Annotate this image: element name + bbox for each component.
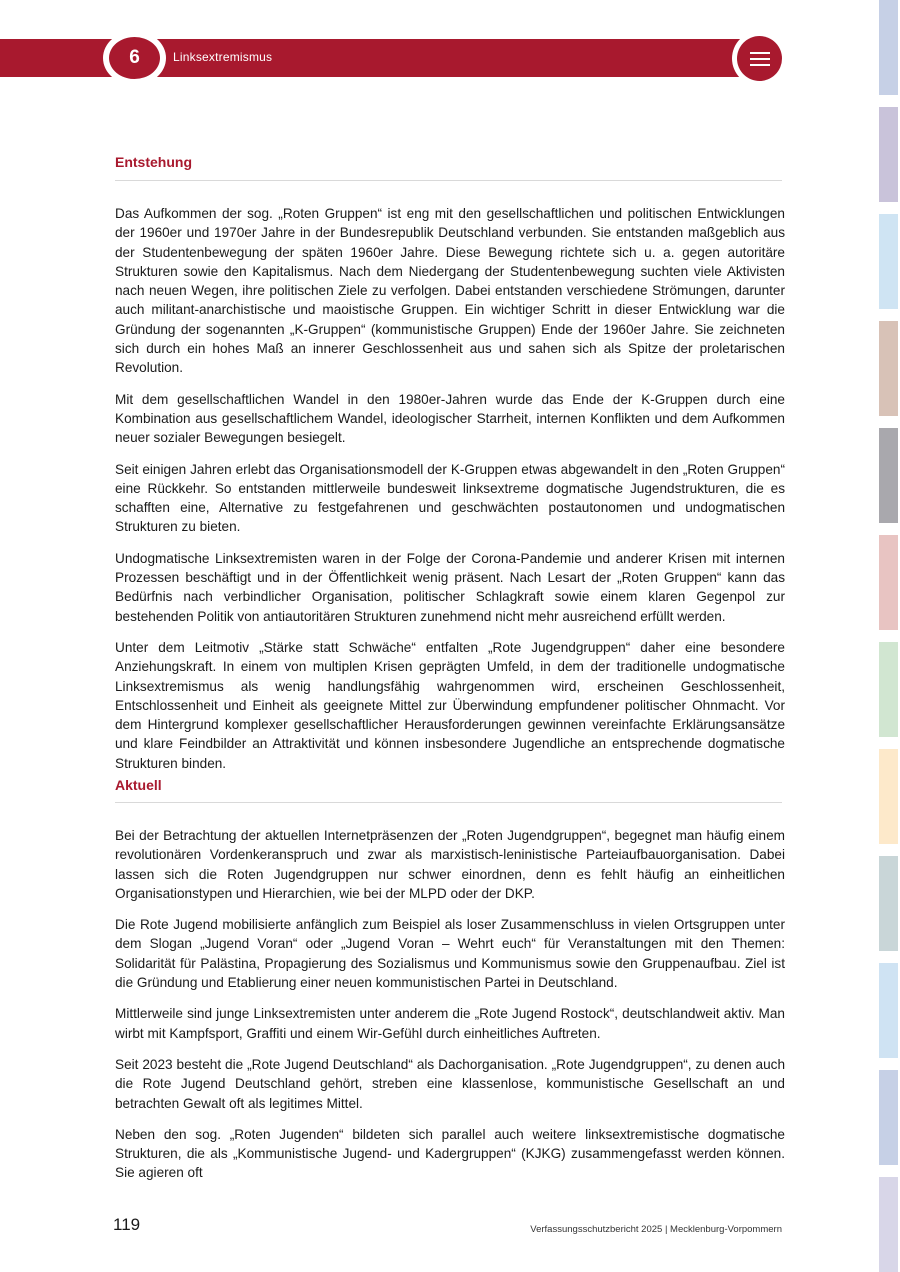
section-divider	[115, 180, 782, 181]
paragraph: Unter dem Leitmotiv „Stärke statt Schwäche“ entfalten „Rote Jugendgruppen“ daher eine besondere Anziehungskraft. In einem von multiplen Krisen geprägten Umfeld, in dem der traditionelle undogmatische Linksextremismus als wenig handlungsfähig wahrgenommen wird, erscheinen Geschlossenheit, Entschlossenheit und Einheit als geeignete Mittel zur Überwindung empfundener politischer Ohnmacht. Vor dem Hintergrund komplexer gesellschaftlicher Herausforderungen gewinnen vereinfachte Erklärungsansätze und klare Feindbilder an Attraktivität und können insbesondere Jugendliche an entsprechende dogmatische Strukturen binden.	[115, 639, 785, 771]
chapter-tab[interactable]	[879, 963, 898, 1058]
publication-footer: Verfassungsschutzbericht 2025 | Mecklenburg-Vorpommern	[530, 1224, 782, 1235]
chapter-tab[interactable]	[879, 428, 898, 523]
chapter-tab[interactable]	[879, 856, 898, 951]
paragraph: Mit dem gesellschaftlichen Wandel in den 1980er-Jahren wurde das Ende der K-Gruppen durch eine Kombination aus gesellschaftlichem Wandel, ideologischer Starrheit, internen Konflikten und dem Aufkommen neuer sozialer Bewegungen besiegelt.	[115, 391, 785, 446]
paragraph: Neben den sog. „Roten Jugenden“ bildeten sich parallel auch weitere linksextremistische dogmatische Strukturen, die als „Kommunistische Jugend- und Kadergruppen“ (KJKG) zusammengefasst werden können. Sie agieren oft	[115, 1126, 785, 1181]
paragraph: Seit einigen Jahren erlebt das Organisationsmodell der K-Gruppen etwas abgewandelt in den „Roten Gruppen“ eine Rückkehr. So entstanden mittlerweile bundesweit linksextreme dogmatische Jugendstrukturen, die es schafften eine, Alternative zu festgefahrenen und geschwächten postautonomen und undogmatischen Strukturen zu bieten.	[115, 461, 785, 535]
section-heading-aktuell: Aktuell	[115, 777, 162, 793]
section-divider	[115, 802, 782, 803]
section-body-aktuell	[115, 826, 785, 1195]
paragraph: Bei der Betrachtung der aktuellen Internetpräsenzen der „Roten Jugendgruppen“, begegnet man häufig einem revolutionären Vordenkeranspruch und zwar als marxistisch-leninistische Parteiaufbauorganisation. Dabei lassen sich die Roten Jugendgruppen nur schwer einordnen, denn es fehlt häufig an einheitlichen Organisationstypen und Hierarchien, wie bei der MLPD oder der DKP.	[115, 828, 785, 901]
chapter-tab[interactable]	[879, 321, 898, 416]
menu-button[interactable]	[737, 36, 782, 81]
chapter-tab[interactable]	[879, 535, 898, 630]
paragraph: Mittlerweile sind junge Linksextremisten unter anderem die „Rote Jugend Rostock“, deutschlandweit aktiv. Man wirbt mit Kampfsport, Graffiti und einem Wir-Gefühl durch einheitliches Auftreten.	[115, 1006, 785, 1041]
section-heading-entstehung: Entstehung	[115, 154, 192, 170]
chapter-tab[interactable]	[879, 749, 898, 844]
paragraph: Die Rote Jugend mobilisierte anfänglich zum Beispiel als loser Zusammenschluss in vielen Ortsgruppen unter dem Slogan „Jugend Voran“ oder „Jugend Voran – Wehrt euch“ für Veranstaltungen mit den Themen: Solidarität für Palästina, Propagierung des Sozialismus und Kommunismus sowie den Gruppenaufbau. Ziel ist die Gründung und Etablierung einer neuen kommunistischen Partei in Deutschland.	[115, 917, 785, 991]
chapter-number-badge	[109, 37, 160, 79]
paragraph: Das Aufkommen der sog. „Roten Gruppen“ ist eng mit den gesellschaftlichen und politischen Entwicklungen der 1960er und 1970er Jahre in der Bundesrepublik Deutschland verbunden. Sie entstanden maßgeblich aus der Studentenbewegung der späten 1960er Jahre. Diese Bewegung richtete sich u. a. gegen autoritäre Strukturen sowie den Kapitalismus. Nach dem Niedergang der Studentenbewegung suchten viele Aktivisten nach neuen Wegen, ihre politischen Ziele zu verfolgen. Dabei entstanden verschiedene Strömungen, darunter auch militant-anarchistische und maoistische Gruppen. Ein wichtiger Schritt in dieser Entwicklung war die Gründung der sogenannten „K-Gruppen“ (kommunistische Gruppen) Ende der 1960er Jahre. Sie zeichneten sich durch ein hohes Maß an innerer Geschlossenheit aus und sahen sich als Spitze der proletarischen Revolution.	[115, 206, 785, 376]
chapter-title: Linksextremismus	[173, 50, 273, 64]
paragraph: Undogmatische Linksextremisten waren in der Folge der Corona-Pandemie und anderer Krisen mit internen Prozessen beschäftigt und in der Öffentlichkeit wenig präsent. Nach Lesart der „Roten Gruppen“ kann das Bedürfnis nach verbindlicher Organisation, politischer Schlagkraft sowie einem klaren Gegenpol zur bestehenden Politik von antiautoritären Strukturen zunehmend nicht mehr ausreichend erfüllt werden.	[115, 550, 785, 624]
chapter-tab[interactable]	[879, 642, 898, 737]
chapter-tab[interactable]	[879, 1177, 898, 1272]
paragraph: Seit 2023 besteht die „Rote Jugend Deutschland“ als Dachorganisation. „Rote Jugendgruppen“, zu denen auch die Rote Jugend Deutschland gehört, streben eine klassenlose, kommunistische Gesellschaft an und betrachten Gewalt oft als legitimes Mittel.	[115, 1056, 785, 1111]
chapter-tabs	[879, 0, 898, 1272]
hamburger-menu-icon	[750, 52, 770, 66]
chapter-tab[interactable]	[879, 107, 898, 202]
chapter-tab[interactable]	[879, 0, 898, 95]
section-body-entstehung	[115, 204, 785, 785]
chapter-tab[interactable]	[879, 214, 898, 309]
chapter-number: 6	[129, 47, 140, 68]
page-number: 119	[113, 1215, 141, 1234]
chapter-tab[interactable]	[879, 1070, 898, 1165]
